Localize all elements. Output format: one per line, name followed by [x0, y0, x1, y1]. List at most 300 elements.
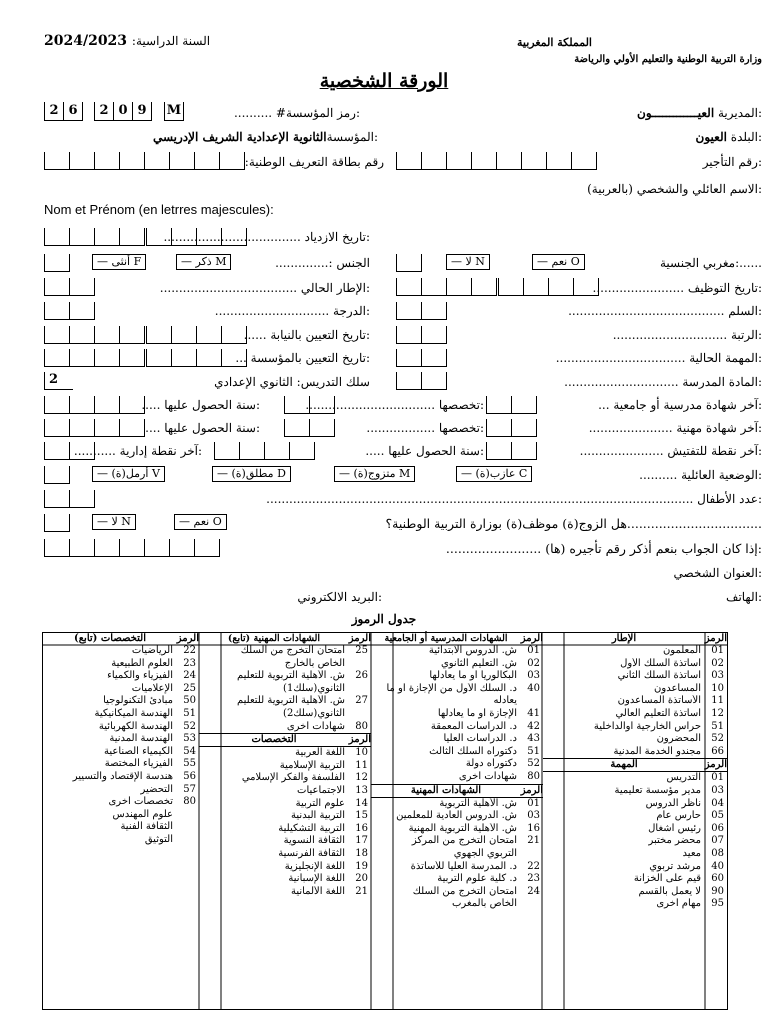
code-row — [371, 898, 543, 911]
institution: :المؤسسةالثانوية الإعدادية الشريف الإدريسي — [152, 130, 378, 144]
appoint-deleg-month[interactable] — [94, 326, 145, 344]
code-row — [543, 898, 727, 911]
code-row — [199, 683, 371, 696]
code-label: ش. الدروس العادية للمعلمين — [396, 810, 517, 822]
codes-col-degrees: الرمز الشهادات المدرسية أو الجامعية 01 ش. الدروس الابتدائية 02 ش. التعليم الثانوي 03 البكالوريا أو ما يعادلها 40 د. السلك الأول من الإجازة أو ما يعادله 41 الإجازة أو ما يعادلها 42 د. الدراسات المعمقة 43 د. الدراسات العليا 51 دكتوراه السلك الثالث 52 دكتوراه دولة 80 شهادات أخرى الرمز الشهادات المهنية 01 ش. الأهلية التربوية 03 ش. الدروس العادية للمعلمين 16 ش. الأهلية التربوية المهنية 21 امتحان التخرج من المركز التربوي الجهوي 22 د. المدرسة العليا للأساتذة 23 د. كلية علوم التربية 24 امتحان التخرج من السلك الخاص بالمغرب — [371, 633, 543, 911]
rank-label: :الرتبة .............................. — [612, 328, 762, 342]
code-label: محضر مختبر — [648, 835, 701, 847]
code-label: اللغة الإنجليزية — [284, 860, 345, 872]
code-label: الهندسة الكهربائية — [98, 720, 173, 732]
code-value: 12 — [711, 707, 724, 719]
code-row — [199, 760, 371, 773]
code-row — [43, 670, 199, 683]
code-value: 40 — [527, 682, 540, 694]
code-label: المعلمون — [662, 645, 701, 656]
degree-year-boxes[interactable] — [44, 396, 145, 414]
code-label: المساعدون — [654, 682, 701, 694]
spouse-no[interactable]: N لا — — [92, 514, 136, 530]
code-label: ش. الأهلية التربوية للتعليم — [236, 695, 345, 707]
code-row — [371, 810, 543, 823]
code-label: قيم على الخزانة — [633, 873, 701, 885]
scale-boxes[interactable] — [396, 302, 447, 320]
children-boxes[interactable] — [44, 490, 95, 508]
birth-month-boxes[interactable] — [94, 228, 145, 246]
codes-col-prof-cont: الرمز الشهادات المهنية (تابع) 25 امتحان التخرج من السلك الخاص بالخارج 26 ش. الأهلية التربوية للتعليم الثانوي(سلك1) 27 ش. الأهلية التربوية للتعليم الثانوي(سلك2) 80 شهادات أخرى الرمز التخصصات 10 اللغة العربية 11 التربية الإسلامية 12 الفلسفة والفكر الإسلامي 13 الاجتماعيات 14 علوم التربية 15 التربية البدنية 16 التربية التشكيلية 17 الثقافة النسوية 18 الثقافة الفرنسية 19 اللغة الإنجليزية 20 اللغة الإسبانية 21 اللغة الألمانية — [199, 633, 371, 898]
kingdom-title: المملكة المغربية — [517, 36, 592, 49]
code-value: 01 — [527, 645, 540, 656]
appoint-school-day[interactable] — [44, 349, 95, 367]
code-value — [349, 658, 371, 671]
code-label: الثقافة الفنية — [120, 821, 173, 833]
school-code-boxes-3[interactable] — [164, 102, 184, 121]
code-value: 08 — [711, 847, 724, 859]
code-row — [43, 809, 199, 822]
family-status-label: :الوضعية العائلية .......... — [639, 468, 762, 482]
code-label: شهادات أخرى — [458, 770, 517, 782]
code-row — [371, 823, 543, 836]
code-value: 10 — [355, 747, 368, 759]
hire-day-boxes[interactable] — [396, 278, 447, 296]
code-label: حارس عام — [656, 810, 701, 822]
school-year — [44, 33, 210, 49]
code-value: 11 — [355, 759, 368, 771]
code-row — [199, 886, 371, 899]
code-row — [199, 798, 371, 811]
code-row — [199, 708, 371, 721]
code-label: الإعلاميات — [131, 682, 173, 694]
code-row — [371, 645, 543, 658]
code-value: 51 — [711, 720, 724, 732]
code-row — [43, 645, 199, 658]
frames-list — [543, 645, 727, 758]
code-label: الفلسفة والفكر الإسلامي — [241, 772, 345, 784]
codes-col-frames: الرمز الإطار 01 المعلمون 02 أساتذة السلك الأول 03 أساتذة السلك الثاني 10 المساعدون 11 الأساتذة المساعدون 12 أساتذة التعليم العالي 51 حراس الخارجية أوالداخلية 52 المحضرون 66 مجندو الخدمة المدنية الرمز المهمة 01 التدريس 03 مدير مؤسسة تعليمية 04 ناظر الدروس 05 حارس عام 06 رئيس أشغال 07 محضر مختبر 08 معيد 40 مرشد تربوي 60 قيم على الخزانة 90 لا يعمل بالقسم 95 مهام أخرى — [543, 633, 727, 911]
code-value: 54 — [183, 745, 196, 757]
current-frame-label: :الإطار الحالي .................................... — [159, 281, 370, 295]
birth-day-boxes[interactable] — [44, 228, 95, 246]
school-year-value: 2024/2023 — [44, 33, 128, 49]
code-label: هندسة الإقتصاد والتسيير — [72, 770, 173, 782]
code-value: 25 — [183, 682, 196, 694]
appoint-school-month[interactable] — [94, 349, 145, 367]
code-label: الكيمياء الصناعية — [104, 745, 173, 757]
code-label: الثقافة الفرنسية — [278, 847, 345, 859]
code-label: التربية الإسلامية — [279, 759, 345, 771]
code-label: تخصصات أخرى — [108, 796, 173, 808]
prof-cont-list — [199, 645, 371, 733]
code-value: 19 — [355, 860, 368, 872]
code-value: 06 — [711, 822, 724, 834]
code-label: الهندسة الميكانيكية — [94, 707, 173, 719]
code-label: ش. الأهلية التربوية — [439, 797, 517, 809]
code-row — [43, 821, 199, 834]
code-row — [543, 721, 727, 734]
cin-boxes-1[interactable] — [44, 152, 95, 170]
code-value — [521, 848, 543, 861]
code-label: علوم المهندس — [112, 808, 173, 820]
code-row — [199, 873, 371, 886]
code-label: ش. الدروس الابتدائية — [428, 645, 517, 656]
current-task-label: :المهمة الحالية .................................. — [555, 351, 762, 365]
code-label: ش. التعليم الثانوي — [440, 657, 517, 669]
male-option[interactable]: M ذكر — — [176, 254, 231, 270]
code-row — [43, 771, 199, 784]
code-value: 20 — [355, 873, 368, 885]
prof-degree-label: :آخر شهادة مهنية ...................... — [588, 421, 762, 435]
code-row — [43, 784, 199, 797]
widowed-option[interactable]: V أرمل(ة) — — [92, 466, 165, 482]
code-value: 27 — [355, 695, 368, 707]
code-value: 21 — [527, 835, 540, 847]
specialty-label: :تخصصها .................................. — [305, 398, 484, 412]
birth-label: :تاريخ الازدياد .................................... — [163, 230, 370, 244]
last-degree-label: :آخر شهادة مدرسية أو جامعية ... — [598, 398, 762, 412]
code-label: د. الدراسات المعمقة — [430, 720, 517, 732]
degree-boxes[interactable] — [486, 396, 537, 414]
specialties-list — [199, 747, 371, 898]
school-year-label: :السنة الدراسية — [131, 34, 211, 48]
code-label: رئيس أشغال — [648, 822, 701, 834]
code-label: د. الدراسات العليا — [443, 733, 517, 745]
name-ar-label: :الاسم العائلي والشخصي (بالعربية) — [587, 182, 762, 196]
code-row — [371, 746, 543, 759]
code-row — [43, 733, 199, 746]
code-row — [371, 886, 543, 899]
ministry-title: وزارة التربية الوطنية والتعليم الأولي والرياضة — [574, 54, 762, 65]
code-value: 10 — [711, 682, 724, 694]
code-row — [543, 886, 727, 899]
code-label: التربوي الجهوي — [453, 847, 517, 859]
school-code-boxes-2[interactable] — [94, 102, 152, 121]
code-value: 80 — [527, 770, 540, 782]
code-value: 16 — [355, 822, 368, 834]
code-row — [543, 708, 727, 721]
code-label: الخاص بالخارج — [284, 657, 345, 669]
code-row — [543, 670, 727, 683]
spouse-label: ..................................هل الزوج(ة) موظف(ة) بوزارة التربية الوطنية؟ — [385, 516, 762, 531]
code-row — [199, 747, 371, 760]
code-label: امتحان التخرج من السلك — [412, 885, 517, 897]
appoint-deleg-day[interactable] — [44, 326, 95, 344]
code-row — [199, 785, 371, 798]
code-row — [371, 695, 543, 708]
code-row — [371, 848, 543, 861]
payroll-boxes[interactable] — [396, 152, 597, 170]
inspection-boxes[interactable] — [486, 442, 537, 460]
code-value: 11 — [711, 695, 724, 707]
code-value: 25 — [355, 645, 368, 656]
female-option[interactable]: F أنثى — — [92, 254, 146, 270]
code-value: 12 — [355, 772, 368, 784]
code-value: 52 — [183, 720, 196, 732]
code-value: 55 — [183, 758, 196, 770]
code-value: 26 — [355, 670, 368, 682]
code-value: 95 — [711, 898, 724, 910]
code-value: 50 — [183, 695, 196, 707]
specialties-cont-list — [43, 645, 199, 847]
code-label: الثانوي(سلك1) — [283, 682, 345, 694]
code-value: 42 — [527, 720, 540, 732]
code-value: 52 — [711, 733, 724, 745]
year-obtained-label: :سنة الحصول عليها ..... — [141, 398, 260, 412]
prof-degree-boxes[interactable] — [486, 419, 537, 437]
code-label: التربية التشكيلية — [278, 822, 345, 834]
code-row — [371, 658, 543, 671]
code-row — [199, 695, 371, 708]
code-label: علوم التربية — [295, 797, 345, 809]
code-label: الفيزياء المختصة — [104, 758, 173, 770]
code-label: التربية البدنية — [291, 810, 345, 822]
specialty2-boxes[interactable] — [284, 419, 335, 437]
code-label: د. كلية علوم التربية — [437, 873, 517, 885]
code-label: دكتوراه السلك الثالث — [429, 745, 517, 757]
teaching-cycle-box[interactable]: 2 — [44, 372, 73, 390]
code-value: 22 — [527, 860, 540, 872]
code-row — [371, 861, 543, 874]
code-row — [543, 810, 727, 823]
code-row — [199, 670, 371, 683]
code-label: العلوم الطبيعية — [111, 657, 173, 669]
school-code-boxes[interactable] — [44, 102, 83, 121]
code-label: د. السلك الأول من الإجازة أو ما — [386, 682, 517, 694]
code-value: 02 — [711, 657, 724, 669]
subject-boxes[interactable] — [396, 372, 447, 390]
inspection-label: :آخر نقطة للتفتيش ...................... — [579, 444, 762, 458]
spouse-payroll-boxes[interactable] — [44, 539, 220, 557]
code-row — [543, 835, 727, 848]
code-value: 14 — [355, 797, 368, 809]
code-value: 03 — [711, 670, 724, 682]
year-obtained2-label: :سنة الحصول عليها .... — [145, 421, 260, 435]
code-value: 03 — [527, 670, 540, 682]
code-label: الرياضيات — [131, 645, 173, 656]
gender-label: الجنس :.............. — [275, 256, 370, 270]
rank-boxes[interactable] — [396, 326, 447, 344]
code-row — [43, 658, 199, 671]
code-value: 40 — [711, 860, 724, 872]
married-option[interactable]: M متزوج(ة) — — [334, 466, 415, 482]
appoint-deleg-label: :تاريخ التعيين بالنيابة ...... — [243, 328, 370, 342]
code-row — [543, 746, 727, 759]
cin-boxes-2[interactable] — [94, 152, 245, 170]
prof-degrees-list — [371, 798, 543, 911]
code-row — [543, 683, 727, 696]
code-digit: 6 — [63, 102, 83, 121]
code-row — [199, 848, 371, 861]
children-label: :عدد الأطفال ................................................................................................................ — [266, 492, 762, 506]
hire-month-boxes[interactable] — [446, 278, 497, 296]
code-value: 41 — [527, 707, 540, 719]
code-value — [177, 809, 199, 822]
hire-date-label: :تاريخ التوظيف ........................ — [592, 281, 762, 295]
code-row — [543, 658, 727, 671]
spouse-box[interactable] — [44, 514, 70, 532]
code-row — [543, 823, 727, 836]
code-row — [371, 873, 543, 886]
code-row — [199, 721, 371, 734]
spouse-payroll-label: :إذا كان الجواب بنعم أذكر رقم تأجيره (ها) ........................ — [445, 541, 762, 556]
code-value — [349, 683, 371, 696]
phone-label: :الهاتف — [726, 590, 762, 604]
single-option[interactable]: C عازب(ة) — — [456, 466, 532, 482]
directorate: :المديرية العيـــــــــــــون — [637, 106, 762, 120]
code-row — [199, 645, 371, 658]
nationality-box[interactable] — [396, 254, 422, 272]
email-label: :البريد الالكتروني — [297, 590, 382, 604]
code-label: المحضرون — [656, 733, 701, 745]
code-digit: 0 — [113, 102, 132, 121]
page-title: الورقة الشخصية — [319, 70, 449, 92]
code-value: 01 — [711, 645, 724, 656]
code-label: التدريس — [666, 772, 701, 784]
code-row — [371, 798, 543, 811]
code-label: الثقافة النسوية — [283, 835, 345, 847]
spouse-yes[interactable]: O نعم — — [174, 514, 227, 530]
code-digit: 2 — [44, 102, 63, 121]
code-value — [521, 695, 543, 708]
code-row — [371, 771, 543, 784]
code-label: الأساتذة المساعدون — [617, 695, 701, 707]
appoint-school-year[interactable] — [146, 349, 247, 367]
code-value: 80 — [183, 796, 196, 808]
code-label: شهادات أخرى — [286, 720, 345, 732]
code-row — [43, 796, 199, 809]
code-row — [543, 772, 727, 785]
code-row — [371, 670, 543, 683]
code-value: 05 — [711, 810, 724, 822]
tasks-list — [543, 772, 727, 911]
code-row — [43, 683, 199, 696]
code-row — [371, 708, 543, 721]
code-row — [371, 835, 543, 848]
code-label: ش. الأهلية التربوية للتعليم — [236, 670, 345, 682]
code-label: لا يعمل بالقسم — [638, 885, 701, 897]
code-value: 80 — [355, 720, 368, 732]
code-value: 03 — [527, 810, 540, 822]
code-row — [199, 823, 371, 836]
town: :البلدة العيون — [695, 130, 762, 144]
code-label: ش. الأهلية التربوية المهنية — [408, 822, 517, 834]
code-row — [543, 695, 727, 708]
codes-col-specialties-cont: الرمز التخصصات (تابع) 22 الرياضيات 23 العلوم الطبيعية 24 الفيزياء والكمياء 25 الإعلاميات 50 مبادئ التكنولوجيا 51 الهندسة الميكانيكية 52 الهندسة الكهربائية 53 الهندسة المدنية 54 الكيمياء الصناعية 55 الفيزياء المختصة 56 هندسة الإقتصاد والتسيير 57 التحضير 80 تخصصات أخرى علوم المهندس الثقافة الفنية التوثيق — [43, 633, 199, 847]
code-label: اللغة العربية — [295, 747, 345, 759]
code-value: 52 — [527, 758, 540, 770]
teaching-cycle-label: سلك التدريس: الثانوي الإعدادي — [214, 375, 370, 389]
code-row — [371, 733, 543, 746]
code-label: مهام أخرى — [656, 898, 701, 910]
code-value: 60 — [711, 873, 724, 885]
subject-label: :المادة المدرسة .............................. — [564, 375, 762, 389]
gender-box[interactable] — [44, 254, 70, 272]
code-value: 03 — [711, 784, 724, 796]
code-value — [521, 898, 543, 911]
family-status-box[interactable] — [44, 466, 70, 484]
code-value: 56 — [183, 770, 196, 782]
code-value: 53 — [183, 733, 196, 745]
admin-mark-label: :آخر نقطة إدارية ........... — [73, 444, 202, 458]
code-value: 22 — [183, 645, 196, 656]
code-label: الإجازة أو ما يعادلها — [437, 707, 517, 719]
address-label: :العنوان الشخصي — [673, 566, 762, 580]
degrees-list — [371, 645, 543, 784]
appoint-school-label: :تاريخ التعيين بالمؤسسة ... — [235, 351, 370, 365]
code-row — [43, 708, 199, 721]
task-boxes[interactable] — [396, 349, 447, 367]
code-value: 24 — [183, 670, 196, 682]
code-row — [543, 798, 727, 811]
code-label: الهندسة المدنية — [109, 733, 173, 745]
appoint-deleg-year[interactable] — [146, 326, 247, 344]
code-row — [199, 772, 371, 785]
code-value: 02 — [527, 657, 540, 669]
grade-boxes[interactable] — [44, 302, 95, 320]
code-row — [543, 733, 727, 746]
frame-boxes[interactable] — [44, 278, 95, 296]
prof-year-boxes[interactable] — [44, 419, 145, 437]
hire-year-boxes[interactable] — [498, 278, 599, 296]
cin-label: رقم بطاقة التعريف الوطنية: — [244, 155, 384, 169]
code-label: مدير مؤسسة تعليمية — [614, 784, 701, 796]
code-label: حراس الخارجية أوالداخلية — [593, 720, 701, 732]
nationality-no[interactable]: N لا — — [446, 254, 490, 270]
code-row — [199, 810, 371, 823]
code-row — [43, 746, 199, 759]
code-value: 66 — [711, 745, 724, 757]
codes-table — [42, 632, 728, 1010]
code-label: أساتذة السلك الأول — [620, 657, 701, 669]
code-value: 24 — [527, 885, 540, 897]
code-value: 17 — [355, 835, 368, 847]
name-fr-label: Nom et Prénom (en letrres majescules): — [44, 202, 274, 217]
code-value — [177, 834, 199, 847]
code-label: اللغة الألمانية — [290, 885, 345, 897]
code-row — [43, 695, 199, 708]
code-value — [177, 821, 199, 834]
code-label: معيد — [682, 847, 701, 859]
code-label: ناظر الدروس — [645, 797, 701, 809]
code-row — [199, 835, 371, 848]
code-label: مرشد تربوي — [649, 860, 701, 872]
divorced-option[interactable]: D مطلق(ة) — — [212, 466, 291, 482]
school-code-label: :رمز المؤسسة# .......... — [233, 106, 360, 120]
specialty2-label: :تخصصها .................. — [366, 421, 484, 435]
code-label: مجندو الخدمة المدنية — [613, 745, 701, 757]
grade-label: :الدرجة .............................. — [214, 304, 370, 318]
code-label: امتحان التخرج من السلك — [240, 645, 345, 656]
scale-label: :السلم ......................................... — [568, 304, 762, 318]
code-value: 21 — [355, 885, 368, 897]
code-row — [543, 645, 727, 658]
code-label: دكتوراه دولة — [465, 758, 517, 770]
code-label: اللغة الإسبانية — [288, 873, 345, 885]
inspection-year-boxes[interactable] — [214, 442, 315, 460]
code-value: 43 — [527, 733, 540, 745]
code-label: الفيزياء والكمياء — [107, 670, 173, 682]
code-value: 01 — [527, 797, 540, 809]
code-label: الثانوي(سلك2) — [283, 707, 345, 719]
nationality-yes[interactable]: O نعم — — [532, 254, 585, 270]
code-label: البكالوريا أو ما يعادلها — [429, 670, 517, 682]
year-obtained3-label: :سنة الحصول عليها ..... — [365, 444, 484, 458]
code-label: التحضير — [140, 783, 173, 795]
code-row — [371, 721, 543, 734]
code-label: الخاص بالمغرب — [451, 898, 517, 910]
code-value: 01 — [711, 772, 724, 784]
code-row — [43, 721, 199, 734]
code-value: 13 — [355, 784, 368, 796]
codes-table-title: جدول الرموز — [351, 612, 417, 626]
code-value: 51 — [527, 745, 540, 757]
